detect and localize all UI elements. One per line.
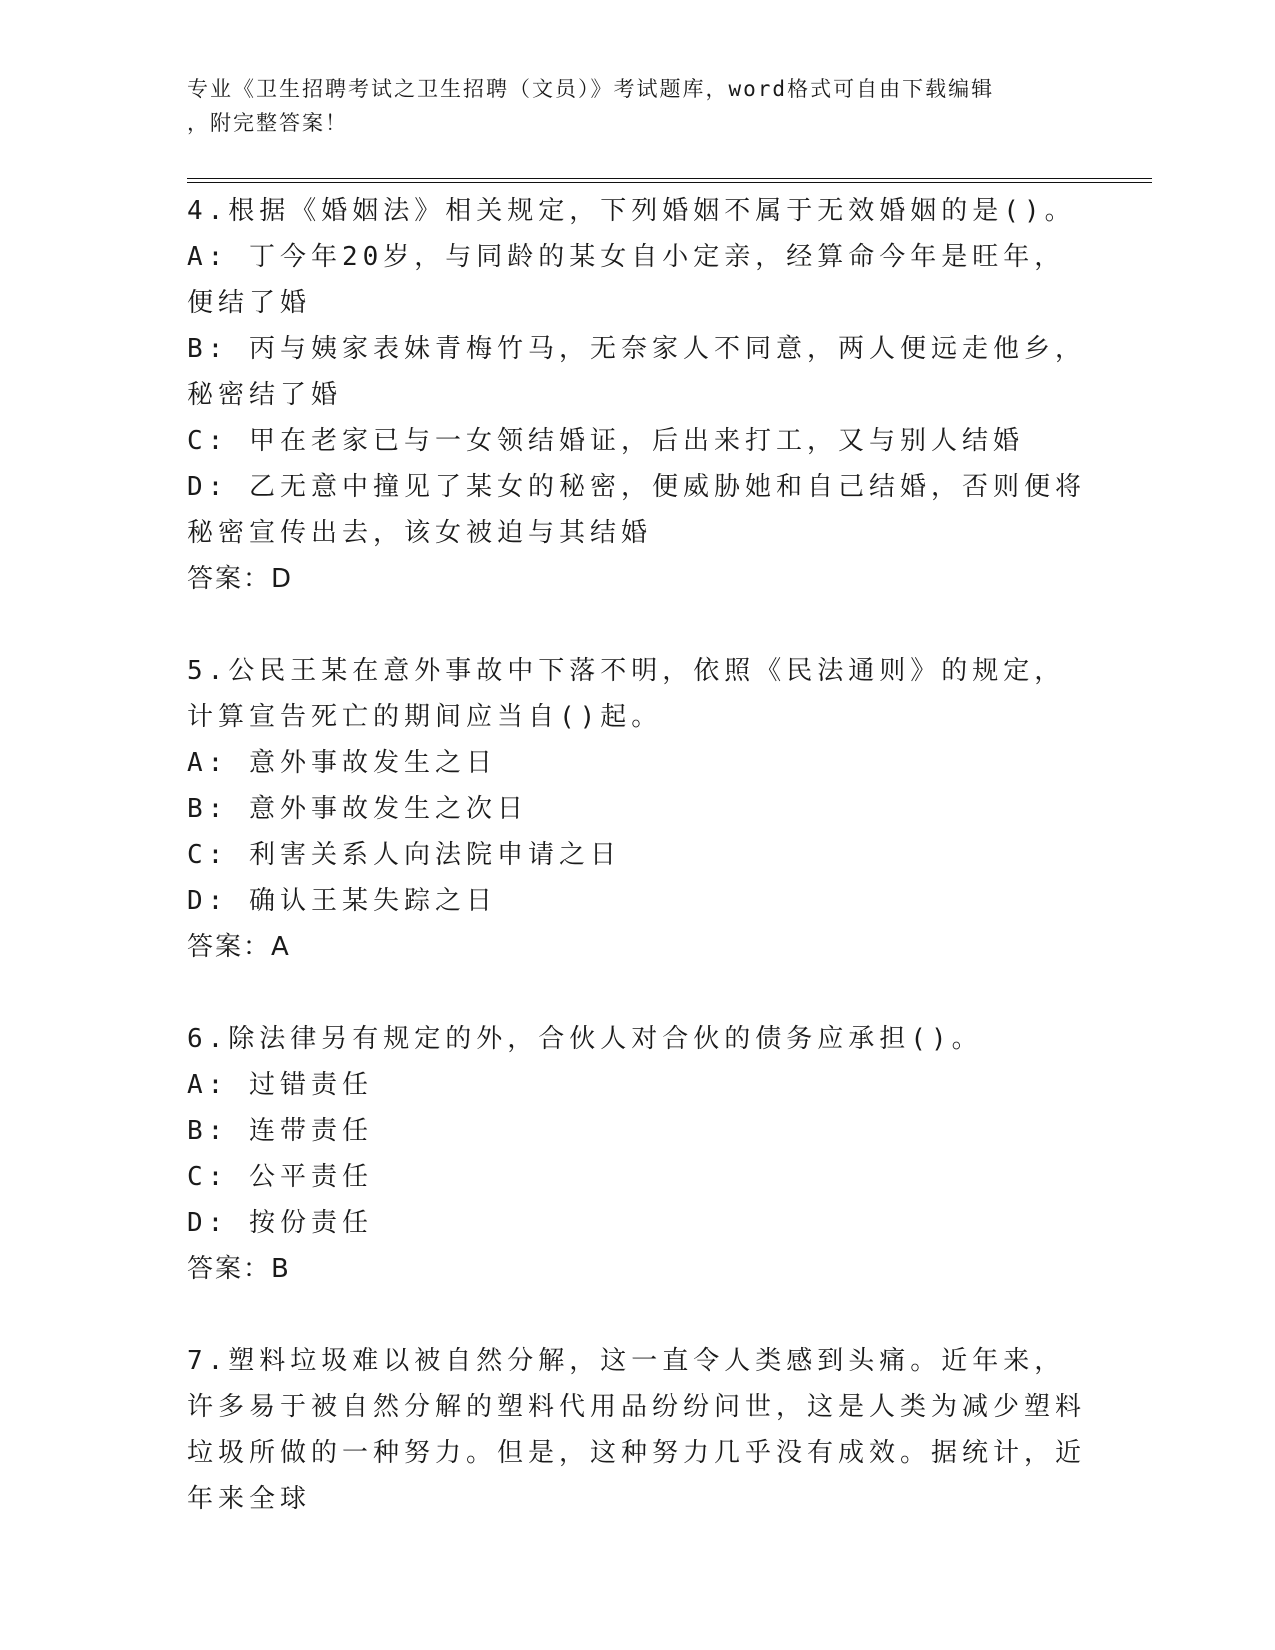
option-c: C: 利害关系人向法院申请之日 [187,840,621,870]
question-5 [187,648,1087,970]
option-a: A: 丁今年20岁，与同龄的某女自小定亲，经算命今年是旺年，便结了婚 [187,242,1066,318]
question-4 [187,188,1087,602]
option-d: D: 按份责任 [187,1208,373,1238]
document-header [187,72,1087,140]
header-line-2: ，附完整答案！ [187,111,348,135]
answer-label: 答案：A [187,932,291,962]
question-list [187,188,1087,1568]
option-c: C: 公平责任 [187,1162,373,1192]
option-d: D: 乙无意中撞见了某女的秘密，便威胁她和自己结婚，否则便将秘密宣传出去，该女被迫与其结婚 [187,472,1086,548]
option-c: C: 甲在老家已与一女领结婚证，后出来打工，又与别人结婚 [187,426,1024,456]
question-text: 4.根据《婚姻法》相关规定，下列婚姻不属于无效婚姻的是()。 [187,196,1076,226]
option-a: A: 意外事故发生之日 [187,748,497,778]
answer-label: 答案：B [187,1254,291,1284]
question-6 [187,1016,1087,1292]
header-divider [187,178,1152,183]
answer-label: 答案：D [187,564,294,594]
question-text: 7.塑料垃圾难以被自然分解，这一直令人类感到头痛。近年来，许多易于被自然分解的塑料代用品纷纷问世，这是人类为减少塑料垃圾所做的一种努力。但是，这种努力几乎没有成效。据统计，近年来全球 [187,1346,1087,1514]
option-a: A: 过错责任 [187,1070,373,1100]
option-b: B: 意外事故发生之次日 [187,794,528,824]
option-b: B: 连带责任 [187,1116,373,1146]
header-line-1: 专业《卫生招聘考试之卫生招聘（文员）》考试题库，word格式可自由下载编辑 [187,77,995,101]
option-b: B: 丙与姨家表妹青梅竹马，无奈家人不同意，两人便远走他乡，秘密结了婚 [187,334,1086,410]
question-text: 6.除法律另有规定的外，合伙人对合伙的债务应承担()。 [187,1024,983,1054]
question-7 [187,1338,1087,1522]
option-d: D: 确认王某失踪之日 [187,886,497,916]
question-text: 5.公民王某在意外事故中下落不明，依照《民法通则》的规定，计算宣告死亡的期间应当自()起。 [187,656,1066,732]
